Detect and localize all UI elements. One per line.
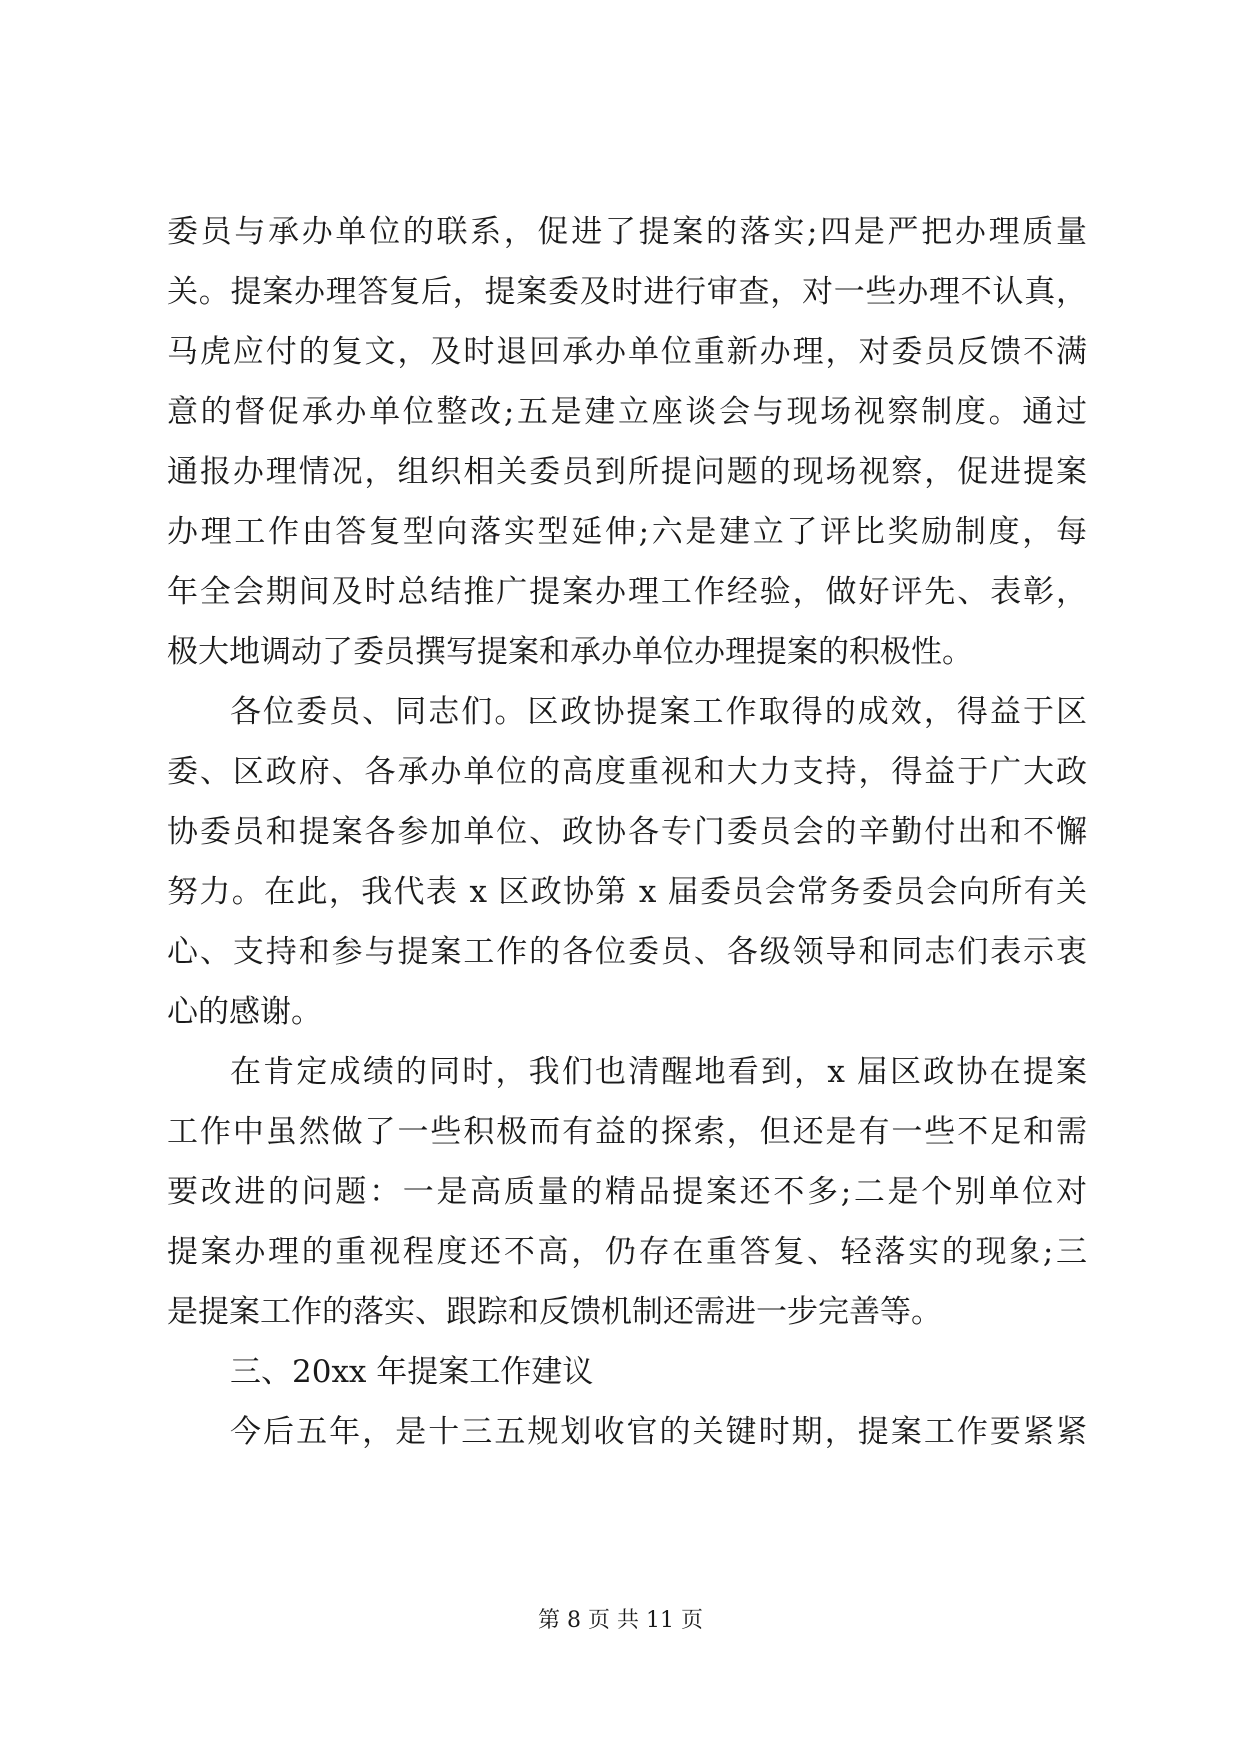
body-line-13: 心、支持和参与提案工作的各位委员、各级领导和同志们表示衷 [167,934,1087,970]
body-line-8: 极大地调动了委员撰写提案和承办单位办理提案的积极性。 [167,634,973,670]
body-line-11: 协委员和提案各参加单位、政协各专门委员会的辛勤付出和不懈 [167,814,1087,850]
page-number-footer: 第 8 页 共 11 页 [538,1608,703,1633]
body-line-14: 心的感谢。 [167,994,322,1030]
body-line-12: 努力。在此，我代表 x 区政协第 x 届委员会常务委员会向所有关 [167,874,1087,910]
body-line-7: 年全会期间及时总结推广提案办理工作经验，做好评先、表彰， [167,574,1087,610]
body-line-18: 提案办理的重视程度还不高，仍存在重答复、轻落实的现象;三 [167,1234,1087,1270]
body-line-19: 是提案工作的落实、跟踪和反馈机制还需进一步完善等。 [167,1294,942,1330]
body-line-16: 工作中虽然做了一些积极而有益的探索，但还是有一些不足和需 [167,1114,1087,1150]
body-line-2: 关。提案办理答复后，提案委及时进行审查，对一些办理不认真， [167,274,1087,310]
body-line-15: 在肯定成绩的同时，我们也清醒地看到，x 届区政协在提案 [230,1054,1087,1090]
body-line-6: 办理工作由答复型向落实型延伸;六是建立了评比奖励制度，每 [167,514,1087,550]
body-line-17: 要改进的问题：一是高质量的精品提案还不多;二是个别单位对 [167,1174,1087,1210]
body-line-10: 委、区政府、各承办单位的高度重视和大力支持，得益于广大政 [167,754,1087,790]
body-line-1: 委员与承办单位的联系，促进了提案的落实;四是严把办理质量 [167,214,1087,250]
body-line-21: 今后五年，是十三五规划收官的关键时期，提案工作要紧紧 [230,1414,1087,1450]
body-line-5: 通报办理情况，组织相关委员到所提问题的现场视察，促进提案 [167,454,1087,490]
body-line-3: 马虎应付的复文，及时退回承办单位重新办理，对委员反馈不满 [167,334,1087,370]
body-line-4: 意的督促承办单位整改;五是建立座谈会与现场视察制度。通过 [167,394,1087,430]
section-heading: 三、20xx 年提案工作建议 [230,1354,594,1390]
body-line-9: 各位委员、同志们。区政协提案工作取得的成效，得益于区 [230,694,1087,730]
